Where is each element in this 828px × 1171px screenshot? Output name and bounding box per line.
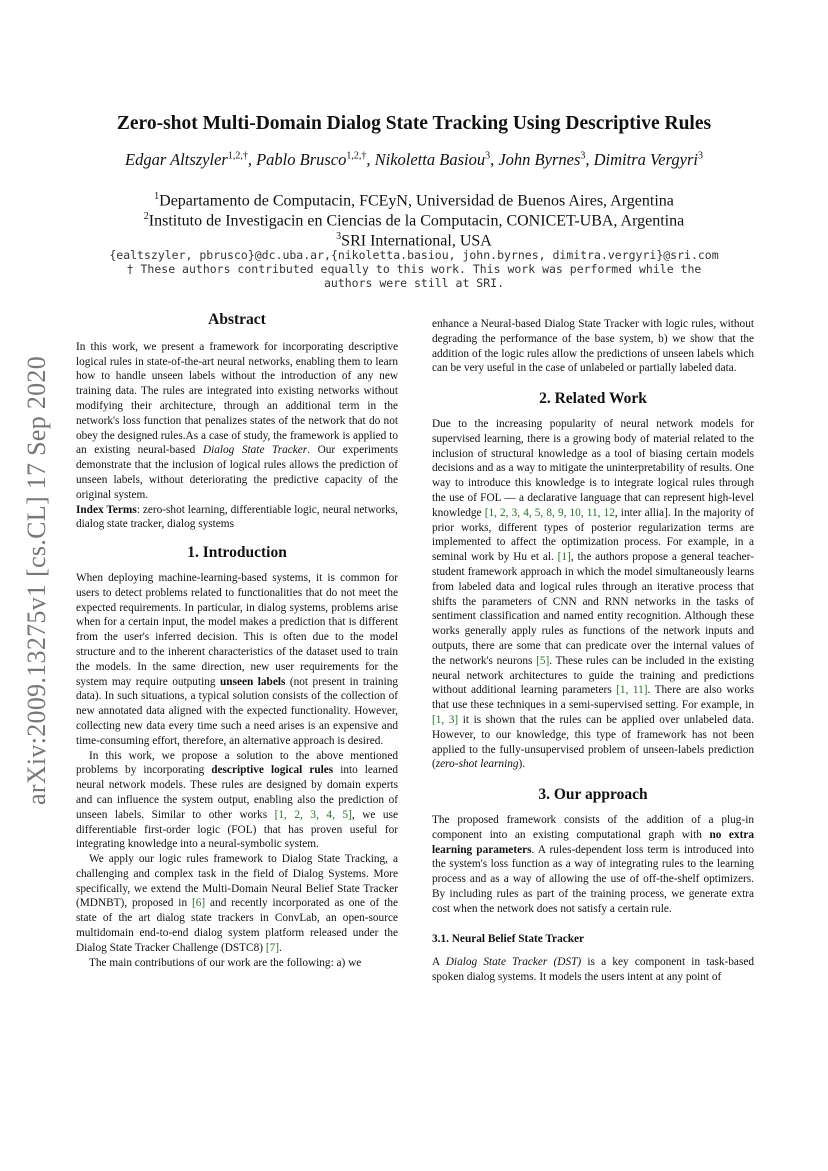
affiliation-sup: 1 [154,191,160,202]
contributions-continued: enhance a Neural-based Dialog State Tracker with logic rules, without degrading the performance of the base system, b) we show that the addition of the logic rules allow the predictions of unseen labels which can be very useful in the case of unlabeled or partially labeled data. [432,318,754,375]
affiliation-sup: 2 [143,211,149,222]
abstract-text: In this work, we present a framework for incorporating descriptive logical rules in state-of-the-art neural networks, enabling them to learn how to handle unseen labels without the introduction of any new training data. The rules are integrated into existing networks without modifying their architecture, through an additional term in the network's loss function that penalizes states of the network that do not obey the designed rules.As a case of study, the framework is applied to an existing neural-based Dialog State Tracker. Our experiments demonstrate that the inclusion of logical rules allows the prediction of unseen labels, without deteriorating the predictive capacity of the original system. [76,340,398,501]
paper-title: Zero-shot Multi-Domain Dialog State Tracking Using Descriptive Rules [116,113,712,134]
dst-paragraph: A Dialog State Tracker (DST) is a key component in task-based spoken dialog systems. It models the users intent at any point of [432,956,754,984]
abstract-heading: Abstract [208,311,266,328]
affiliation-text: Instituto de Investigacin en Ciencias de la Computacin, CONICET-UBA, Argentina [148,212,685,230]
affiliation-text: SRI International, USA [341,232,492,250]
index-terms: Index Terms: zero-shot learning, differentiable logic, neural networks, dialog state tracker, dialog systems [76,503,399,531]
author-name: Pablo Brusco [256,150,347,169]
affiliation-sup: 3 [336,231,342,242]
approach-paragraph: The proposed framework consists of the addition of a plug-in component into an existing computational graph with no extra learning parameters. A rules-dependent loss term is introduced into the system's loss function as a way of integrating rules to the learning process and as a way of allowing the use of off-the-shelf optimizers. By including rules as part of the training process, we generate extra cost when the network does not satisfy a certain rule. [432,813,754,915]
related-work-heading: 2. Related Work [539,390,647,408]
author-emails: {ealtszyler, pbrusco}@dc.uba.ar,{nikoletta.basiou, john.byrnes, dimitra.vergyri}@sri.com [109,248,719,262]
intro-paragraph-3: We apply our logic rules framework to Dialog State Tracking, a challenging and complex task in the field of Dialog Systems. More specifically, we extend the Multi-Domain Neural Belief State Tracker (MDNBT), proposed in [6] and recently incorporated as one of the state of the art dialog state trackers in ConvLab, an open-source multidomain end-to-end dialog system platform released under the Dialog State Tracker Challenge (DSTC8) [7]. [76,853,398,954]
author-sup: 3 [485,150,491,162]
arxiv-sidebar-id: arXiv:2009.13275v1 [cs.CL] 17 Sep 2020 [22,355,51,805]
author-list: Edgar Altszyler$^{1,2,\dagger}$, Pablo Brusco$^{1,2,\dagger}$, Nikoletta Basiou$^3$, John Byrnes$^3$, Dimitra Vergyri$^3$ [125,150,703,169]
citation-link[interactable]: [1] [557,551,571,564]
intro-paragraph-1: When deploying machine-learning-based systems, it is common for users to detect problems related to functionalities that do not meet the expected requirements. In particular, in dialog systems, problems arise when for a certain input, the model makes a prediction that is different from the user's inferred decision. This is often due to the model structure and to the inherent characteristics of the dataset used to train the models. In the same direction, new user requirements for the system may require outputing unseen labels (not present in training data). In such situations, a typical solution consists of the collection of new annotated data aligned with the expected functionality. However, collecting new data every time such a need arises is an expensive and time-consuming effort, therefore, an alternative approach is desired. [76,571,399,747]
intro-paragraph-2: In this work, we propose a solution to the above mentioned problems by incorporating descriptive logical rules into learned neural network models. These rules are designed by domain experts and can influence the system output, enabling also the prediction of unseen labels. Similar to other works [1, 2, 3, 4, 5], we use differentiable first-order logic (FOL) that has proven useful for integrating knowledge into a neural-symbolic system. [76,749,399,851]
author-sup: 1,2,† [227,150,248,162]
author-sup: 3 [580,150,586,162]
author-name: Edgar Altszyler [125,150,228,169]
equal-contribution-note: † These authors contributed equally to this work. This work was performed while the [126,262,702,276]
citation-link[interactable]: [5] [536,654,550,667]
our-approach-heading: 3. Our approach [538,786,648,804]
left-column [76,313,398,970]
right-column [432,317,754,985]
affiliation-text: Departamento de Computacin, FCEyN, Universidad de Buenos Aires, Argentina [159,192,674,210]
author-name: John Byrnes [498,150,581,169]
citation-link[interactable]: [6] [191,897,206,910]
author-name: Dimitra Vergyri [593,150,698,169]
introduction-heading: 1. Introduction [187,544,287,562]
author-sup: 1,2,† [346,150,367,162]
author-sup: 3 [697,150,703,162]
subsection-heading: 3.1. Neural Belief State Tracker [432,933,585,946]
related-work-paragraph: Due to the increasing popularity of neural network models for supervised learning, there is a growing body of material related to the inclusion of structural knowledge as a tool of biasing certain models decisions and as a way to mitigate the uninterpretability of results. One way to introduce this knowledge is to integrate logical rules through the use of FOL — a declarative language that can represent high-level knowledge [1, 2, 3, 4, 5, 8, 9, 10, 11, 12, inter allia]. In the majority of prior works, different types of posterior regularization terms are implemented to affect the optimization process. For example, in a seminal work by Hu et al. [1], the authors propose a general teacher-student framework approach in which the model simultaneously learns from labeled data and logical rules through an iterative process that shifts the parameters of CNN and RNN networks in the tasks of sentiment classification and named entity recognition. Although these works generally apply rules as functions of the network inputs and outputs, there are some that can predicate over the internal values of the network's neurons [5]. These rules can be included in the existing neural network architectures to guide the training and predictions without additional learning parameters [1, 11]. There are also works that use these techniques in a semi-supervised setting. For example, in [1, 3] it is shown that the rules can be applied over unlabeled data. However, to our knowledge, this type of framework has not been applied to the fully-unsupervised problem of unseen-labels prediction (zero-shot learning). [432,417,754,771]
citation-link[interactable]: [1, 2, 3, 4, 5, 8, 9, 10, 11, 12 [484,506,615,519]
equal-contribution-note-cont: authors were still at SRI. [323,276,504,290]
citation-link[interactable]: [7] [265,941,280,954]
citation-link[interactable]: [1, 11] [616,684,648,697]
intro-paragraph-4: The main contributions of our work are the following: a) we [89,956,362,969]
citation-link[interactable]: [1, 3] [432,713,459,726]
citation-link[interactable]: [1, 2, 3, 4, 5] [274,808,352,821]
author-name: Nikoletta Basiou [374,150,486,169]
